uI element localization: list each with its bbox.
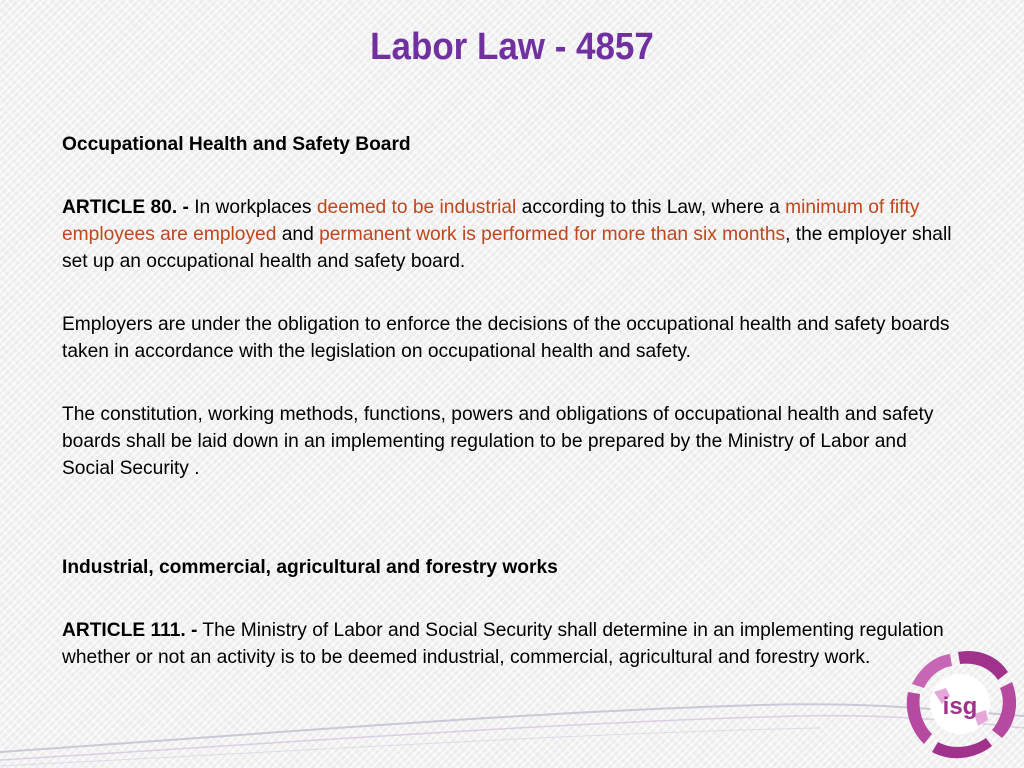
article-111-label: ARTICLE 111. -	[62, 620, 198, 641]
isg-logo	[894, 638, 1024, 768]
article-80-highlight-2: minimum of fifty employees are employed	[62, 197, 920, 245]
article-80-text-2: according to this Law, where a	[516, 197, 786, 218]
employers-obligation-paragraph: Employers are under the obligation to enforce the decisions of the occupational health and safety boards taken in accordance with the legislation on occupational health and safety.	[62, 314, 950, 362]
article-111-text: The Ministry of Labor and Social Security shall determine in an implementing regulation whether or not an activity is to be deemed industrial, commercial, agricultural and forestry work.	[62, 620, 944, 668]
logo-text: isg	[942, 693, 978, 720]
section-heading-works: Industrial, commercial, agricultural and forestry works	[62, 557, 558, 578]
article-80-paragraph	[62, 194, 962, 275]
article-80-text-3: and	[276, 224, 320, 245]
article-80-label: ARTICLE 80. -	[62, 197, 189, 218]
article-111-paragraph	[62, 617, 962, 671]
slide-title: Labor Law - 4857	[370, 26, 654, 68]
section-heading-ohs-board: Occupational Health and Safety Board	[62, 134, 411, 155]
article-80-highlight-1: deemed to be industrial	[316, 197, 517, 218]
article-80-text-1: In workplaces	[188, 197, 317, 218]
article-80-highlight-3: permanent work is performed for more than six months	[319, 224, 786, 245]
board-constitution-paragraph: The constitution, working methods, functions, powers and obligations of occupational health and safety boards shall be laid down in an implementing regulation to be prepared by the Ministry of Labor and Social Security .	[62, 404, 934, 479]
slide-body	[62, 131, 962, 671]
article-80-text-4: , the employer shall set up an occupational health and safety board.	[62, 224, 952, 272]
